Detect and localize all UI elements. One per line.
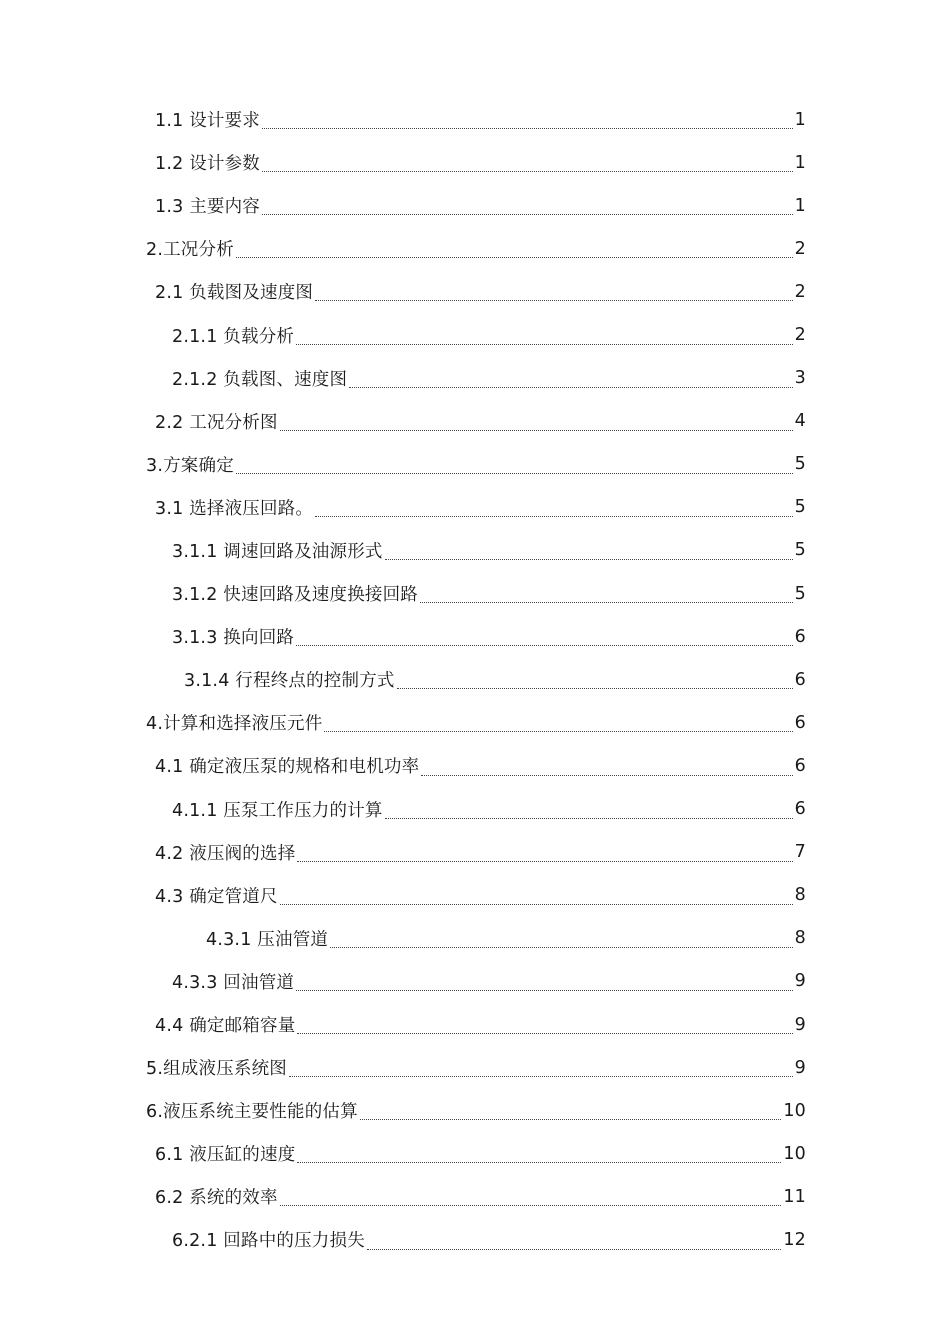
toc-entry-title[interactable]: 4.计算和选择液压元件 — [146, 714, 323, 735]
toc-entry[interactable] — [0, 98, 950, 141]
toc-entry[interactable] — [0, 1046, 950, 1089]
toc-entry-page: 7 — [794, 842, 806, 863]
toc-entry[interactable] — [0, 227, 950, 270]
toc-entry[interactable] — [0, 701, 950, 744]
toc-entry-title[interactable]: 2.1.2 负载图、速度图 — [172, 369, 348, 390]
toc-dot-leader — [385, 817, 793, 819]
toc-dot-leader — [324, 730, 792, 732]
toc-entry-page: 2 — [794, 238, 806, 259]
toc-entry[interactable] — [0, 1132, 950, 1175]
toc-entry[interactable] — [0, 184, 950, 227]
toc-entry[interactable] — [0, 529, 950, 572]
toc-entry-page: 9 — [794, 1014, 806, 1035]
toc-entry-title[interactable]: 6.1 液压缸的速度 — [155, 1145, 296, 1166]
toc-entry-page: 6 — [794, 669, 806, 690]
table-of-contents — [0, 98, 950, 1262]
toc-entry[interactable] — [0, 486, 950, 529]
toc-dot-leader — [262, 170, 793, 172]
toc-entry[interactable] — [0, 917, 950, 960]
toc-entry[interactable] — [0, 1175, 950, 1218]
toc-entry[interactable] — [0, 141, 950, 184]
toc-dot-leader — [297, 1161, 781, 1163]
toc-entry-page: 2 — [794, 325, 806, 346]
toc-entry[interactable] — [0, 1089, 950, 1132]
toc-dot-leader — [330, 946, 793, 948]
toc-dot-leader — [296, 989, 793, 991]
toc-entry[interactable] — [0, 572, 950, 615]
toc-dot-leader — [236, 256, 793, 258]
toc-entry-page: 12 — [783, 1229, 806, 1250]
toc-entry-title[interactable]: 1.2 设计参数 — [155, 154, 260, 175]
toc-entry-page: 1 — [794, 109, 806, 130]
toc-entry-title[interactable]: 1.1 设计要求 — [155, 111, 260, 132]
toc-entry-page: 4 — [794, 411, 806, 432]
toc-entry[interactable] — [0, 443, 950, 486]
toc-dot-leader — [280, 903, 793, 905]
toc-dot-leader — [280, 429, 793, 431]
toc-entry-title[interactable]: 4.3 确定管道尺 — [155, 886, 278, 907]
toc-dot-leader — [385, 558, 793, 560]
toc-entry-title[interactable]: 3.1.1 调速回路及油源形式 — [172, 541, 383, 562]
toc-entry-title[interactable]: 4.3.1 压油管道 — [206, 929, 329, 950]
toc-dot-leader — [236, 472, 793, 474]
toc-dot-leader — [421, 774, 792, 776]
toc-dot-leader — [280, 1204, 782, 1206]
toc-dot-leader — [420, 601, 793, 603]
toc-entry-title[interactable]: 3.1.4 行程终点的控制方式 — [184, 671, 395, 692]
toc-entry-title[interactable]: 3.1.3 换向回路 — [172, 628, 295, 649]
toc-entry[interactable] — [0, 1003, 950, 1046]
toc-entry-title[interactable]: 6.液压系统主要性能的估算 — [146, 1102, 358, 1123]
toc-entry-title[interactable]: 6.2 系统的效率 — [155, 1188, 278, 1209]
toc-entry-page: 1 — [794, 152, 806, 173]
toc-entry-title[interactable]: 4.1.1 压泵工作压力的计算 — [172, 800, 383, 821]
toc-entry-page: 9 — [794, 1057, 806, 1078]
toc-entry-title[interactable]: 3.1 选择液压回路。 — [155, 498, 314, 519]
toc-entry[interactable] — [0, 658, 950, 701]
toc-entry-page: 5 — [794, 497, 806, 518]
toc-entry-page: 5 — [794, 583, 806, 604]
toc-dot-leader — [297, 1032, 792, 1034]
toc-entry-page: 8 — [794, 928, 806, 949]
toc-entry-page: 3 — [794, 368, 806, 389]
toc-entry[interactable] — [0, 874, 950, 917]
toc-dot-leader — [397, 687, 793, 689]
toc-entry[interactable] — [0, 400, 950, 443]
toc-entry-page: 2 — [794, 281, 806, 302]
toc-entry[interactable] — [0, 615, 950, 658]
toc-entry-page: 5 — [794, 540, 806, 561]
toc-entry[interactable] — [0, 270, 950, 313]
toc-dot-leader — [349, 386, 792, 388]
toc-entry-page: 10 — [783, 1100, 806, 1121]
toc-dot-leader — [262, 213, 793, 215]
toc-entry[interactable] — [0, 960, 950, 1003]
toc-entry-title[interactable]: 3.方案确定 — [146, 455, 234, 476]
toc-dot-leader — [296, 343, 793, 345]
toc-dot-leader — [360, 1118, 782, 1120]
toc-dot-leader — [315, 299, 793, 301]
toc-entry-page: 10 — [783, 1143, 806, 1164]
toc-entry-title[interactable]: 2.1.1 负载分析 — [172, 326, 295, 347]
toc-dot-leader — [315, 515, 793, 517]
toc-entry[interactable] — [0, 1218, 950, 1261]
toc-entry-page: 5 — [794, 454, 806, 475]
toc-entry-title[interactable]: 4.2 液压阀的选择 — [155, 843, 296, 864]
toc-entry-title[interactable]: 2.工况分析 — [146, 240, 234, 261]
toc-entry[interactable] — [0, 831, 950, 874]
toc-entry-page: 6 — [794, 799, 806, 820]
toc-entry-title[interactable]: 4.1 确定液压泵的规格和电机功率 — [155, 757, 420, 778]
toc-entry-page: 8 — [794, 885, 806, 906]
toc-entry-page: 6 — [794, 712, 806, 733]
toc-entry-title[interactable]: 6.2.1 回路中的压力损失 — [172, 1231, 365, 1252]
toc-dot-leader — [289, 1075, 793, 1077]
toc-entry-page: 1 — [794, 195, 806, 216]
toc-dot-leader — [262, 127, 793, 129]
toc-entry-title[interactable]: 3.1.2 快速回路及速度换接回路 — [172, 585, 418, 606]
toc-entry-page: 6 — [794, 626, 806, 647]
toc-entry[interactable] — [0, 788, 950, 831]
toc-entry-page: 11 — [783, 1186, 806, 1207]
toc-dot-leader — [296, 644, 793, 646]
toc-entry[interactable] — [0, 744, 950, 787]
toc-dot-leader — [367, 1248, 781, 1250]
toc-entry-title[interactable]: 2.1 负载图及速度图 — [155, 283, 314, 304]
toc-entry-title[interactable]: 4.3.3 回油管道 — [172, 972, 295, 993]
toc-entry-page: 6 — [794, 755, 806, 776]
toc-entry-title[interactable]: 2.2 工况分析图 — [155, 412, 278, 433]
toc-dot-leader — [297, 860, 792, 862]
toc-entry-title[interactable]: 1.3 主要内容 — [155, 197, 260, 218]
toc-entry-title[interactable]: 4.4 确定邮箱容量 — [155, 1016, 296, 1037]
toc-entry-title[interactable]: 5.组成液压系统图 — [146, 1059, 287, 1080]
toc-entry[interactable] — [0, 313, 950, 356]
toc-entry[interactable] — [0, 357, 950, 400]
toc-entry-page: 9 — [794, 971, 806, 992]
